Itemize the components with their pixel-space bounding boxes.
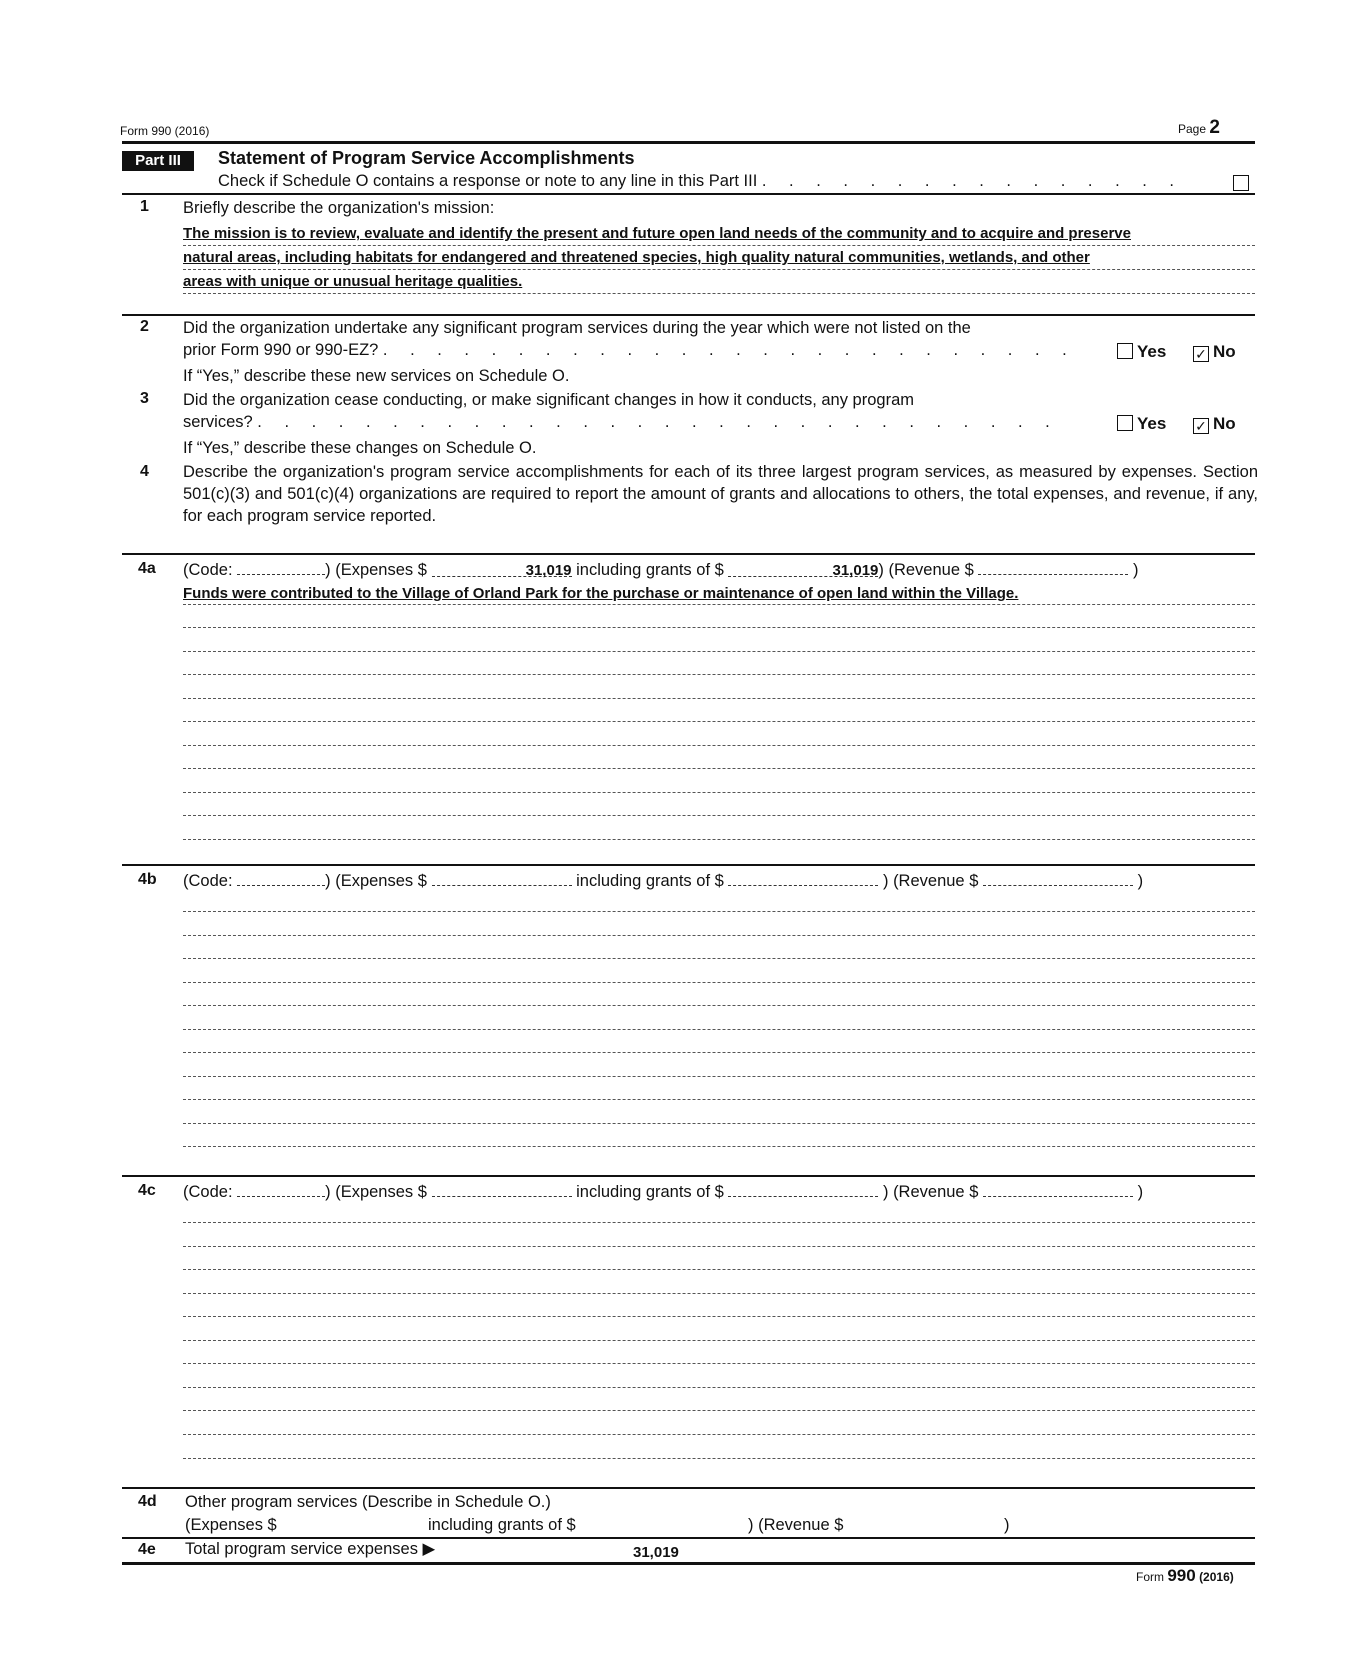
- leader-dots: . . . . . . . . . . . . . . . . . . . . . . . . . . . . . .: [257, 413, 1059, 431]
- line-2-question-2: prior Form 990 or 990-EZ?: [183, 341, 379, 359]
- line-4b-number: 4b: [138, 871, 157, 888]
- line-4c-expenses-label: ) (Expenses $: [325, 1183, 427, 1201]
- line-4d-expenses-label: (Expenses $: [185, 1516, 277, 1534]
- part-title: Statement of Program Service Accomplishments: [218, 148, 635, 168]
- line-4b-rule-4: [183, 982, 1255, 983]
- line-4a-number: 4a: [138, 560, 156, 577]
- line-3-no[interactable]: [1193, 414, 1236, 434]
- line-4b-close: ): [1137, 872, 1144, 890]
- line-2-yes-label: Yes: [1137, 342, 1167, 361]
- line-4a-close: ): [1132, 561, 1139, 579]
- line-4a-rule-2: [183, 627, 1255, 628]
- line-4a-revenue-label: ) (Revenue $: [878, 561, 974, 579]
- line-4a-code-label: (Code:: [183, 561, 233, 579]
- line-3-no-checkbox-checked[interactable]: ✓: [1193, 418, 1209, 434]
- line-4a-expenses-value: 31,019: [525, 562, 572, 579]
- line-3-note: If “Yes,” describe these changes on Schedule O.: [183, 439, 537, 457]
- line-4c-close: ): [1137, 1183, 1144, 1201]
- line-4b-row: [183, 869, 1143, 892]
- page-prefix: Page: [1178, 122, 1207, 136]
- line-4a-expenses-label: ) (Expenses $: [325, 561, 427, 579]
- line-4b-rule-8: [183, 1076, 1255, 1077]
- line-4-text: Describe the organization's program service accomplishments for each of its three largest program services, as measured by expenses. Section 501(c)(3) and 501(c)(4) organizations are required to report the amount of grants and allocations to others, the total expenses, and revenue, if any, for each program service reported.: [183, 463, 1258, 525]
- line-4b-expenses-field[interactable]: [432, 869, 572, 886]
- line-4a-rule-10: [183, 815, 1255, 816]
- mission-line-2: natural areas, including habitats for endangered and threatened species, high quality natural communities, wetlands, and other: [183, 249, 1090, 266]
- line-3-question-2: services?: [183, 413, 253, 431]
- line-2-question-2-row: [183, 339, 1083, 361]
- line-2-no[interactable]: [1193, 342, 1236, 362]
- line-4b-rule-3: [183, 958, 1255, 959]
- line-4-number: 4: [140, 463, 149, 480]
- line-4b-revenue-field[interactable]: [983, 869, 1133, 886]
- line-2-yes[interactable]: [1117, 342, 1166, 362]
- footer-form-label: [1136, 1566, 1234, 1586]
- line-4d-close: ): [1004, 1516, 1010, 1534]
- mission-line-3: areas with unique or unusual heritage qualities.: [183, 273, 523, 290]
- line-4a-grants-field[interactable]: [728, 560, 878, 577]
- footer-form-year: (2016): [1199, 1570, 1234, 1584]
- line-2-yes-checkbox[interactable]: [1117, 343, 1133, 359]
- line-4b-rule-6: [183, 1029, 1255, 1030]
- line-4b-code-field[interactable]: [237, 869, 325, 886]
- line-4a-grants-value: 31,019: [832, 562, 879, 579]
- line-4c-rule-2: [183, 1246, 1255, 1247]
- line-4b-grants-label: including grants of $: [576, 872, 724, 890]
- line-4c-rule-4: [183, 1293, 1255, 1294]
- line-2-no-checkbox-checked[interactable]: ✓: [1193, 346, 1209, 362]
- line-4c-grants-field[interactable]: [728, 1180, 878, 1197]
- page-number: [1178, 117, 1220, 139]
- line-4c-code-field[interactable]: [237, 1180, 325, 1197]
- line-2-no-label: No: [1213, 342, 1236, 361]
- line-4c-rule-6: [183, 1340, 1255, 1341]
- line-4b-code-label: (Code:: [183, 872, 233, 890]
- line-4c-code-label: (Code:: [183, 1183, 233, 1201]
- line-3-question-1: Did the organization cease conducting, or make significant changes in how it conducts, any program: [183, 391, 914, 409]
- line-4b-bottom-rule: [122, 1175, 1255, 1177]
- line-3-number: 3: [140, 390, 149, 407]
- line-4b-rule-7: [183, 1052, 1255, 1053]
- line-3-yes-checkbox[interactable]: [1117, 415, 1133, 431]
- line-4a-rule-11: [183, 839, 1255, 840]
- line-4b-expenses-label: ) (Expenses $: [325, 872, 427, 890]
- line-1-number: 1: [140, 198, 149, 215]
- line-4c-rule-1: [183, 1222, 1255, 1223]
- mission-line-1: The mission is to review, evaluate and identify the present and future open land needs of the community and to acquire and preserve: [183, 225, 1131, 242]
- page-number-value: 2: [1209, 117, 1220, 138]
- line-4d-text: Other program services (Describe in Schedule O.): [185, 1493, 551, 1511]
- line-2-question-1: Did the organization undertake any significant program services during the year which were not listed on the: [183, 319, 971, 337]
- line-1-rule: [122, 314, 1255, 316]
- line-4a-bottom-rule: [122, 864, 1255, 866]
- line-4c-rule-10: [183, 1434, 1255, 1435]
- line-4a-rule-9: [183, 792, 1255, 793]
- line-4c-number: 4c: [138, 1182, 156, 1199]
- line-4e-value: 31,019: [633, 1544, 679, 1561]
- schedule-o-check-row: [218, 170, 1228, 192]
- line-4b-rule-1: [183, 911, 1255, 912]
- line-4e-text: Total program service expenses ▶: [185, 1540, 436, 1558]
- line-4-rule: [122, 553, 1255, 555]
- line-4a-rule-7: [183, 745, 1255, 746]
- line-3-question-2-row: [183, 411, 1083, 433]
- line-3-no-label: No: [1213, 414, 1236, 433]
- line-4c-revenue-label: ) (Revenue $: [882, 1183, 979, 1201]
- line-4c-rule-9: [183, 1410, 1255, 1411]
- line-2-note: If “Yes,” describe these new services on Schedule O.: [183, 367, 570, 385]
- leader-dots: . . . . . . . . . . . . . . . .: [761, 172, 1184, 190]
- mission-rule-3: [183, 293, 1255, 294]
- line-4c-rule-7: [183, 1363, 1255, 1364]
- line-4a-revenue-field[interactable]: [978, 558, 1128, 575]
- line-4a-grants-label: including grants of $: [576, 561, 724, 579]
- header-rule: [122, 141, 1255, 144]
- line-4b-rule-10: [183, 1123, 1255, 1124]
- line-4a-code-field[interactable]: [237, 558, 325, 575]
- line-4c-rule-5: [183, 1316, 1255, 1317]
- footer-form-number: 990: [1167, 1566, 1196, 1585]
- line-4d-revenue-label: ) (Revenue $: [748, 1516, 844, 1534]
- line-4a-row: [183, 558, 1138, 581]
- line-4b-rule-5: [183, 1005, 1255, 1006]
- line-3-yes-label: Yes: [1137, 414, 1167, 433]
- line-4b-rule-11: [183, 1146, 1255, 1147]
- line-4c-expenses-field[interactable]: [432, 1180, 572, 1197]
- line-4c-rule-11: [183, 1458, 1255, 1459]
- line-3-yes[interactable]: [1117, 414, 1166, 434]
- part-rule: [122, 193, 1255, 195]
- line-4a-rule-1: [183, 604, 1255, 605]
- line-4a-rule-5: [183, 698, 1255, 699]
- line-4b-revenue-label: ) (Revenue $: [882, 872, 979, 890]
- line-2-number: 2: [140, 318, 149, 335]
- part-badge: Part III: [122, 151, 194, 171]
- line-4a-rule-8: [183, 768, 1255, 769]
- line-4c-rule-8: [183, 1387, 1255, 1388]
- line-4a-rule-6: [183, 721, 1255, 722]
- line-4c-rule-3: [183, 1269, 1255, 1270]
- schedule-o-check-text: Check if Schedule O contains a response or note to any line in this Part III: [218, 172, 758, 190]
- schedule-o-checkbox[interactable]: [1233, 175, 1249, 191]
- leader-dots: . . . . . . . . . . . . . . . . . . . . . . . . . .: [382, 341, 1076, 359]
- line-1-question: Briefly describe the organization's mission:: [183, 199, 495, 217]
- form-label: Form 990 (2016): [120, 124, 210, 138]
- line-4b-rule-2: [183, 935, 1255, 936]
- line-4c-revenue-field[interactable]: [983, 1180, 1133, 1197]
- line-4a-expenses-field[interactable]: [432, 560, 572, 577]
- line-4a-description: Funds were contributed to the Village of Orland Park for the purchase or maintenance of open land within the Village.: [183, 585, 1019, 602]
- line-4d-grants-label: including grants of $: [428, 1516, 576, 1534]
- line-4a-rule-4: [183, 674, 1255, 675]
- line-4a-rule-3: [183, 651, 1255, 652]
- footer-form-prefix: Form: [1136, 1570, 1164, 1584]
- line-4c-grants-label: including grants of $: [576, 1183, 724, 1201]
- footer-rule: [122, 1562, 1255, 1565]
- line-4d-number: 4d: [138, 1493, 157, 1510]
- line-4c-bottom-rule: [122, 1487, 1255, 1489]
- line-4e-number: 4e: [138, 1541, 156, 1558]
- line-4c-row: [183, 1180, 1143, 1203]
- line-4b-grants-field[interactable]: [728, 869, 878, 886]
- line-4b-rule-9: [183, 1099, 1255, 1100]
